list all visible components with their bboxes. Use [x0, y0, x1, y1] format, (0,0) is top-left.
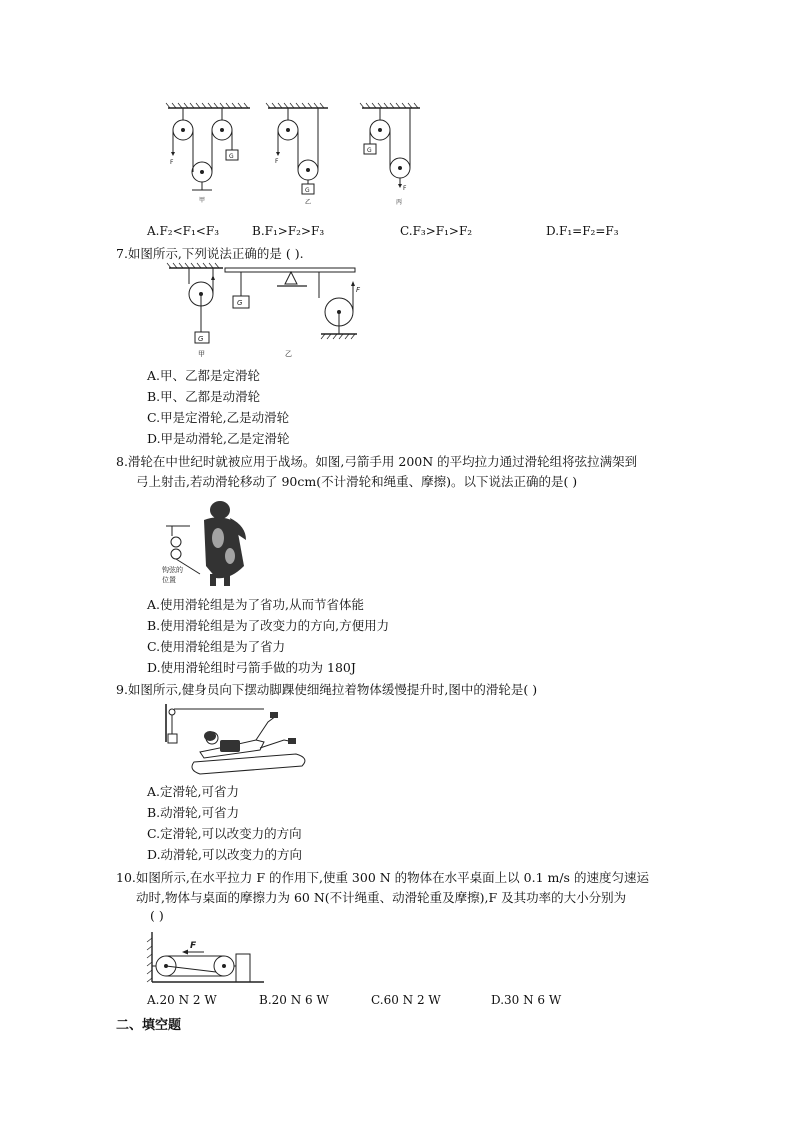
label-bing: 丙: [396, 199, 403, 206]
q7-label-f: F: [356, 286, 361, 294]
q6-option-c: C.F₃>F₁>F₂: [400, 224, 473, 238]
q10-option-c: C.60 N 2 W: [371, 993, 441, 1007]
q6-option-d: D.F₁=F₂=F₃: [546, 224, 619, 238]
q10-option-d: D.30 N 6 W: [491, 993, 562, 1007]
q10-option-b: B.20 N 6 W: [259, 993, 329, 1007]
label-g-jia: G: [229, 153, 234, 160]
q10-option-a: A.20 N 2 W: [147, 993, 217, 1007]
pulley-figure-top: [160, 100, 430, 212]
label-f1: F: [170, 159, 174, 166]
q7-label-g1: G: [198, 335, 204, 343]
q8-stem-line1: 8.滑轮在中世纪时就被应用于战场。如图,弓箭手用 200N 的平均拉力通过滑轮组将弦拉满架到: [116, 454, 638, 469]
q8-figure-archer: [160, 496, 252, 588]
q6-option-a: A.F₂<F₁<F₃: [147, 224, 219, 238]
q9-option-b: B.动滑轮,可省力: [147, 805, 240, 820]
q8-label-line2: 位置: [162, 576, 176, 584]
q9-option-a: A.定滑轮,可省力: [147, 784, 239, 799]
q7-label-g2: G: [237, 299, 243, 307]
q8-option-d: D.使用滑轮组时弓箭手做的功为 180J: [147, 660, 356, 675]
label-f3: F: [403, 185, 407, 192]
label-g-bing: G: [367, 147, 372, 154]
q8-stem-line2: 弓上射击,若动滑轮移动了 90cm(不计滑轮和绳重、摩擦)。以下说法正确的是( ): [136, 474, 578, 489]
q9-figure-fitness: [160, 702, 312, 776]
q10-stem-line1: 10.如图所示,在水平拉力 F 的作用下,使重 300 N 的物体在水平桌面上以 0.1 m/s 的速度匀速运: [116, 870, 649, 885]
q9-stem: 9.如图所示,健身员向下摆动脚踝使细绳拉着物体缓慢提升时,图中的滑轮是( ): [116, 682, 538, 697]
q6-option-b: B.F₁>F₂>F₃: [252, 224, 325, 238]
q7-option-a: A.甲、乙都是定滑轮: [147, 368, 261, 383]
section-title-fill-in: 二、填空题: [116, 1018, 182, 1033]
q7-label-yi: 乙: [285, 350, 292, 358]
label-jia: 甲: [199, 197, 206, 204]
label-yi: 乙: [305, 199, 312, 206]
q8-option-b: B.使用滑轮组是为了改变力的方向,方便用力: [147, 618, 390, 633]
q10-label-f: F: [190, 941, 197, 951]
q7-stem: 7.如图所示,下列说法正确的是 ( ).: [116, 246, 304, 261]
q7-option-c: C.甲是定滑轮,乙是动滑轮: [147, 410, 290, 425]
q10-figure: [146, 928, 266, 986]
q8-option-a: A.使用滑轮组是为了省功,从而节省体能: [147, 597, 364, 612]
label-g-yi: G: [305, 187, 310, 194]
q9-option-d: D.动滑轮,可以改变力的方向: [147, 847, 303, 862]
q10-stem-line3: ( ): [150, 908, 164, 923]
q8-option-c: C.使用滑轮组是为了省力: [147, 639, 286, 654]
q7-figure: [165, 262, 365, 360]
q7-label-jia: 甲: [198, 350, 205, 358]
q8-label-line1: 钩弦的: [162, 566, 183, 574]
label-f2: F: [275, 158, 279, 165]
q7-option-b: B.甲、乙都是动滑轮: [147, 389, 261, 404]
q10-stem-line2: 动时,物体与桌面的摩擦力为 60 N(不计绳重、动滑轮重及摩擦),F 及其功率的大小分别为: [136, 890, 627, 905]
q9-option-c: C.定滑轮,可以改变力的方向: [147, 826, 302, 841]
q7-option-d: D.甲是动滑轮,乙是定滑轮: [147, 431, 290, 446]
